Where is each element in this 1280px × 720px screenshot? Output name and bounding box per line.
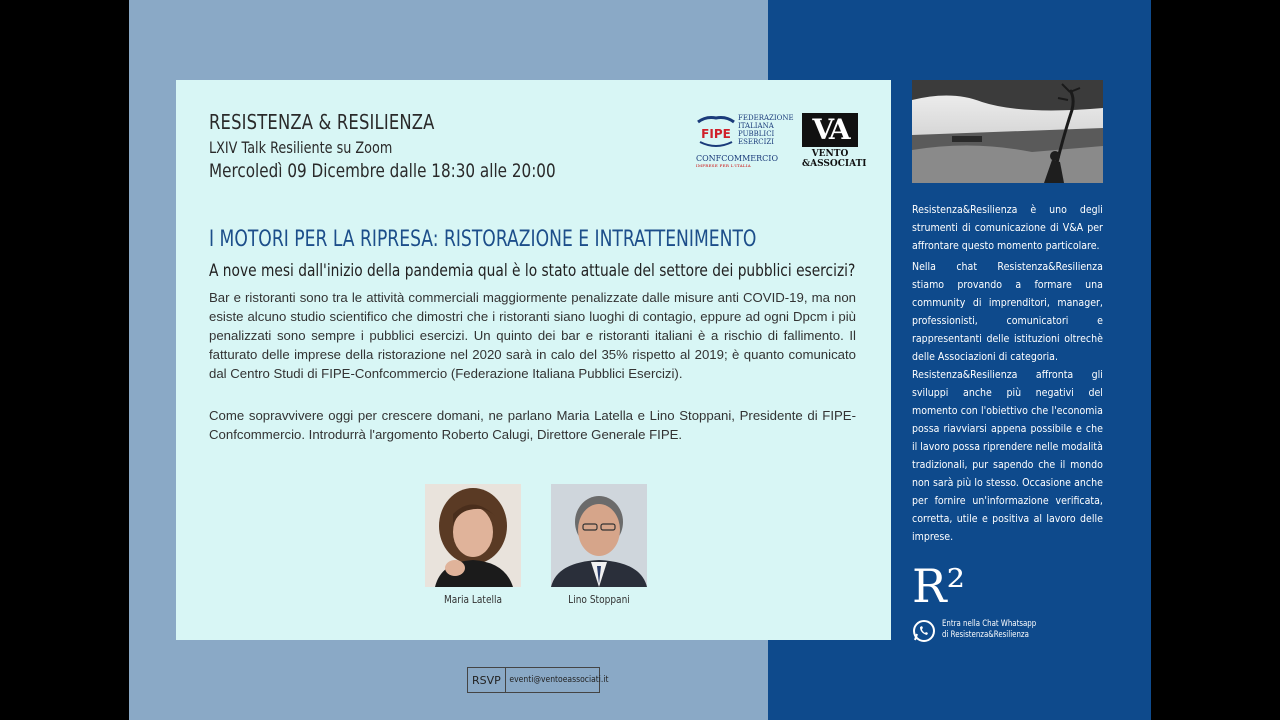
r2-icon: [912, 558, 964, 608]
rsvp-email-link[interactable]: eventi@ventoeassociati.it: [509, 675, 609, 685]
whatsapp-chat-link[interactable]: [912, 619, 1112, 645]
event-subtitle: LXIV Talk Resiliente su Zoom: [209, 138, 393, 157]
speaker-card: [425, 484, 521, 606]
whatsapp-text: Entra nella Chat Whatsapp di Resistenza&Resilienza: [942, 619, 1037, 640]
whatsapp-icon: [912, 619, 936, 643]
headline: I MOTORI PER LA RIPRESA: RISTORAZIONE E INTRATTENIMENTO: [209, 227, 757, 252]
description-paragraph-1: Bar e ristoranti sono tra le attività commerciali maggiormente penalizzate dalle misure anti COVID-19, ma non esiste alcuno studio scientifico che dimostri che i ristoranti siano luoghi di contagio, eppure ad ogni Dpcm i più penalizzati sono sempre i pubblici esercizi. Un quinto dei bar e ristoranti italiani è a rischio di fallimento. Il fatturato delle imprese della ristorazione nel 2020 sarà in calo del 35% rispetto al 2019; è quanto comunicato dal Centro Studi di FIPE-Confcommercio (Federazione Italiana Pubblici Esercizi).: [209, 290, 856, 381]
sidebar-text-1: Resistenza&Resilienza è uno degli strumenti di comunicazione di V&A per affrontare questo momento particolare.: [912, 203, 1103, 252]
speaker-name: Lino Stoppani: [568, 593, 630, 606]
sidebar-photo: [912, 80, 1103, 183]
svg-text:FIPE: FIPE: [701, 127, 731, 141]
speaker-photo: [551, 484, 647, 587]
subheadline: A nove mesi dall'inizio della pandemia qual è lo stato attuale del settore dei pubblici esercizi?: [209, 261, 856, 281]
fipe-logo-text: FEDERAZIONE ITALIANA PUBBLICI ESERCIZI: [738, 114, 794, 146]
va-mark: VA: [802, 113, 858, 147]
speaker-card: [551, 484, 647, 606]
description-paragraph-2: Come sopravvivere oggi per crescere domani, ne parlano Maria Latella e Lino Stoppani, Presidente di FIPE-Confcommercio. Introdurrà l'argomento Roberto Calugi, Direttore Generale FIPE.: [209, 408, 856, 442]
va-name: VENTO &ASSOCIATI: [802, 149, 867, 169]
rsvp-box: [467, 667, 609, 693]
rsvp-label: RSVP: [468, 668, 506, 692]
speaker-photo: [425, 484, 521, 587]
event-title: RESISTENZA & RESILIENZA: [209, 110, 435, 134]
svg-text:R²: R²: [912, 559, 964, 608]
fipe-logo: [696, 110, 794, 170]
vento-associati-logo: [802, 113, 867, 171]
sidebar-text-3: Resistenza&Resilienza affronta gli sviluppi anche più negativi del momento con l'obiettivo che l'economia possa riavviarsi appena possibile e che il lavoro possa riprendere nelle modalità tradizionali, pur sapendo che il mondo non sarà più lo stesso. Occasione anche per fornire un'informazione verificata, corretta, utile e positiva al lavoro delle imprese.: [912, 368, 1103, 543]
r2-logo: [912, 558, 964, 608]
speaker-name: Maria Latella: [443, 593, 503, 606]
event-card: [176, 80, 891, 640]
sidebar-text-2: Nella chat Resistenza&Resilienza stiamo provando a formare una community di imprenditori, manager, professionisti, comunicatori e rappresentanti delle istituzioni oltrechè delle Associazioni di categoria.: [912, 260, 1103, 363]
fipe-emblem-icon: [696, 114, 736, 148]
confcommercio-logo: CONFCOMMERCIO IMPRESE PER L'ITALIA: [696, 154, 778, 168]
event-date: Mercoledì 09 Dicembre dalle 18:30 alle 20:00: [209, 160, 556, 182]
